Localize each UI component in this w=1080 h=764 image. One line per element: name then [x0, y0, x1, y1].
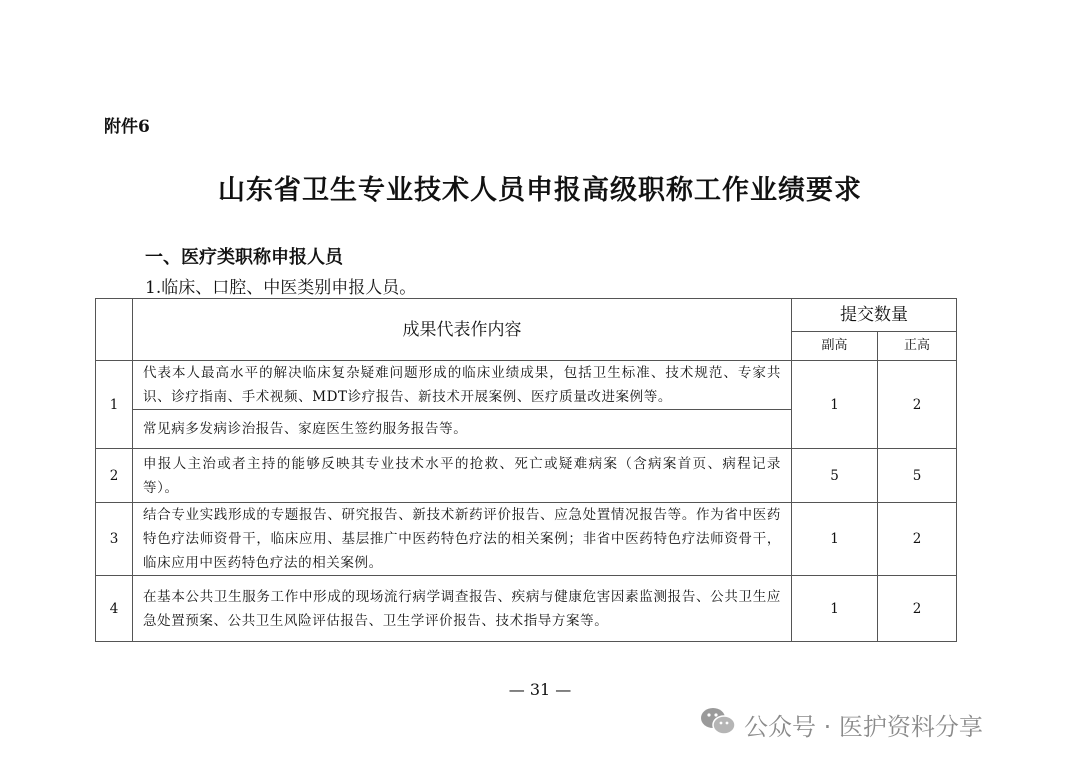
attachment-label: 附件6: [104, 117, 150, 137]
page-number: — 31 —: [508, 680, 572, 699]
subsection-heading: 1.临床、口腔、中医类别申报人员。: [145, 278, 417, 298]
header-number-cell: [96, 299, 133, 361]
table-row: [96, 361, 957, 410]
table-row: [96, 503, 957, 576]
table-row: [96, 449, 957, 503]
document-title: 山东省卫生专业技术人员申报高级职称工作业绩要求: [218, 175, 862, 206]
row-text: 在基本公共卫生服务工作中形成的现场流行病学调查报告、疾病与健康危害因素监测报告、公共卫生应急处置预案、公共卫生风险评估报告、卫生学评价报告、技术指导方案等。: [133, 576, 792, 642]
row-text: 申报人主治或者主持的能够反映其专业技术水平的抢救、死亡或疑难病案（含病案首页、病程记录等）。: [133, 449, 792, 503]
watermark: [700, 706, 983, 742]
senior-count: 2: [878, 503, 957, 576]
header-deputy: 副高: [792, 332, 878, 361]
senior-count: 5: [878, 449, 957, 503]
row-number: 2: [96, 449, 133, 503]
header-senior: 正高: [878, 332, 957, 361]
deputy-count: 1: [792, 361, 878, 449]
header-quantity: 提交数量: [792, 299, 957, 332]
row-text: 结合专业实践形成的专题报告、研究报告、新技术新药评价报告、应急处置情况报告等。作为省中医药特色疗法师资骨干，临床应用、基层推广中医药特色疗法的相关案例；非省中医药特色疗法师资骨干，临床应用中医药特色疗法的相关案例。: [133, 503, 792, 576]
senior-count: 2: [878, 361, 957, 449]
header-content: 成果代表作内容: [133, 299, 792, 361]
row-text: 代表本人最高水平的解决临床复杂疑难问题形成的临床业绩成果，包括卫生标准、技术规范、专家共识、诊疗指南、手术视频、MDT诊疗报告、新技术开展案例、医疗质量改进案例等。: [133, 361, 792, 410]
requirements-table: [95, 298, 957, 642]
row-text: 常见病多发病诊治报告、家庭医生签约服务报告等。: [133, 410, 792, 449]
deputy-count: 5: [792, 449, 878, 503]
watermark-text: 公众号 · 医护资料分享: [744, 712, 983, 741]
row-number: 3: [96, 503, 133, 576]
senior-count: 2: [878, 576, 957, 642]
table-row: [96, 576, 957, 642]
deputy-count: 1: [792, 503, 878, 576]
deputy-count: 1: [792, 576, 878, 642]
row-number: 4: [96, 576, 133, 642]
row-number: 1: [96, 361, 133, 449]
section-heading: 一、医疗类职称申报人员: [145, 247, 343, 268]
wechat-icon: [700, 706, 744, 742]
